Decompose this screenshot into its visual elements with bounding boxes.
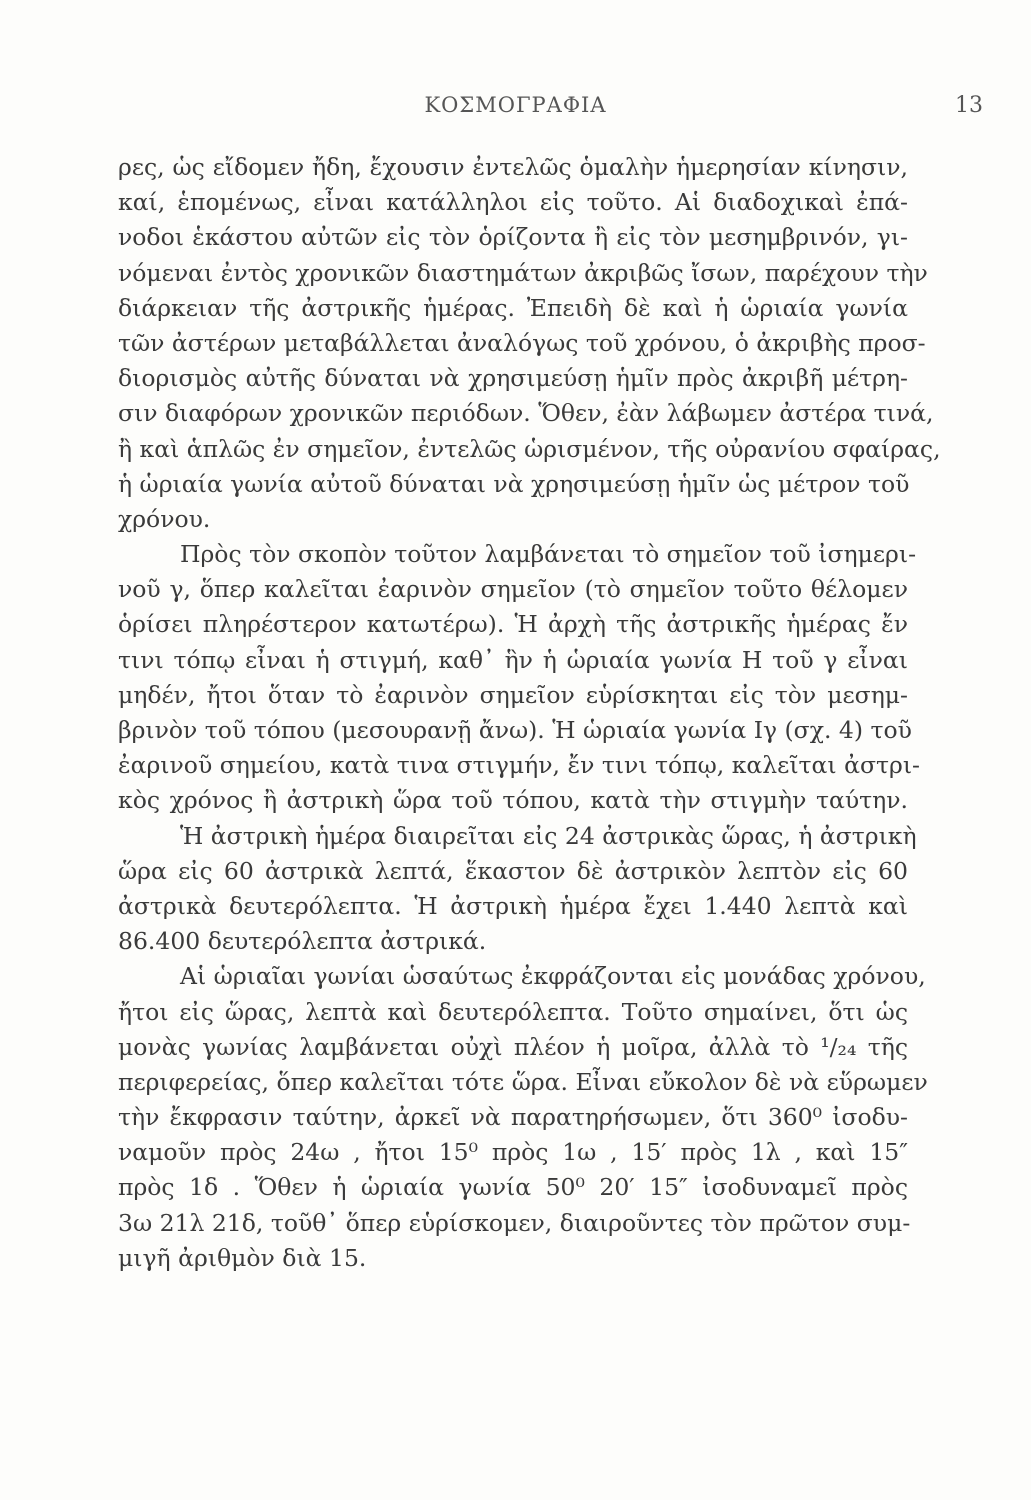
text-line: ρες, ὡς εἴδομεν ἤδη, ἔχουσιν ἐντελῶς ὁμαλὴν ἡμερησίαν κίνησιν, [118,153,908,181]
text-line: Αἱ ὡριαῖαι γωνίαι ὡσαύτως ἐκφράζονται εἰς μονάδας χρόνου, [180,962,926,991]
text-line: χρόνου. [118,504,211,533]
text-line: τινι τόπῳ εἶναι ἡ στιγμή, καθ᾽ ἣν ἡ ὡριαία γωνία Η τοῦ γ εἶναι [118,645,908,674]
body-text [118,150,941,1276]
text-line: τῶν ἀστέρων μεταβάλλεται ἀναλόγως τοῦ χρόνου, ὁ ἀκριβὴς προσ- [118,328,926,357]
text-line: μονὰς γωνίας λαμβάνεται οὐχὶ πλέον ἡ μοῖρα, ἀλλὰ τὸ ¹/₂₄ τῆς [118,1032,908,1061]
text-line: νόμεναι ἐντὸς χρονικῶν διαστημάτων ἀκριβῶς ἴσων, παρέχουν τὴν [118,258,928,287]
text-line: ἤτοι εἰς ὥρας, λεπτὰ καὶ δευτερόλεπτα. Τοῦτο σημαίνει, ὅτι ὡς [118,997,908,1026]
paragraph-2 [118,537,920,819]
paragraph-3 [118,819,917,960]
text-line: σιν διαφόρων χρονικῶν περιόδων. Ὅθεν, ἐὰν λάβωμεν ἀστέρα τινά, [118,399,934,428]
text-line: διάρκειαν τῆς ἀστρικῆς ἡμέρας. Ἐπειδὴ δὲ καὶ ἡ ὡριαία γωνία [118,293,908,322]
text-line: ναμοῦν πρὸς 24ω , ἤτοι 15⁰ πρὸς 1ω , 15′ πρὸς 1λ , καὶ 15″ [118,1138,908,1167]
text-line: περιφερείας, ὅπερ καλεῖται τότε ὥρα. Εἶναι εὔκολον δὲ νὰ εὕρωμεν [118,1067,928,1096]
text-line: ἐαρινοῦ σημείου, κατὰ τινα στιγμήν, ἔν τινι τόπῳ, καλεῖται ἀστρι- [118,751,920,780]
text-line: διορισμὸς αὐτῆς δύναται νὰ χρησιμεύσῃ ἡμῖν πρὸς ἀκριβῆ μέτρη- [118,364,908,393]
text-line: ὁρίσει πληρέστερον κατωτέρω). Ἡ ἀρχὴ τῆς ἀστρικῆς ἡμέρας ἔν [118,610,908,639]
text-line: μηδέν, ἤτοι ὅταν τὸ ἐαρινὸν σημεῖον εὑρίσκηται εἰς τὸν μεσημ- [118,680,908,709]
text-line: νοδοι ἑκάστου αὐτῶν εἰς τὸν ὁρίζοντα ἢ εἰς τὸν μεσημβρινόν, γι- [118,223,908,252]
text-line: καί, ἑπομένως, εἶναι κατάλληλοι εἰς τοῦτο. Αἱ διαδοχικαὶ ἐπά- [118,188,908,217]
text-line: βρινὸν τοῦ τόπου (μεσουρανῇ ἄνω). Ἡ ὡριαία γωνία Ιγ (σχ. 4) τοῦ [118,716,912,744]
paragraph-4 [118,959,928,1276]
text-line: μιγῆ ἀριθμὸν διὰ 15. [118,1243,367,1272]
text-line: ὥρα εἰς 60 ἀστρικὰ λεπτά, ἕκαστον δὲ ἀστρικὸν λεπτὸν εἰς 60 [118,856,908,885]
text-line: Πρὸς τὸν σκοπὸν τοῦτον λαμβάνεται τὸ σημεῖον τοῦ ἰσημερι- [180,540,917,569]
text-line: κὸς χρόνος ἢ ἀστρικὴ ὥρα τοῦ τόπου, κατὰ τὴν στιγμὴν ταύτην. [118,786,908,815]
text-line: Ἡ ἀστρικὴ ἡμέρα διαιρεῖται εἰς 24 ἀστρικὰς ὥρας, ἡ ἀστρικὴ [180,821,917,850]
running-title: ΚΟΣΜΟΓΡΑΦΙΑ [424,93,607,117]
text-line: πρὸς 1δ . Ὅθεν ἡ ὡριαία γωνία 50⁰ 20′ 15″ ἰσοδυναμεῖ πρὸς [118,1173,908,1202]
text-line: νοῦ γ, ὅπερ καλεῖται ἐαρινὸν σημεῖον (τὸ σημεῖον τοῦτο θέλομεν [118,575,908,604]
text-line: ἢ καὶ ἁπλῶς ἐν σημεῖον, ἐντελῶς ὡρισμένον, τῆς οὐρανίου σφαίρας, [118,434,941,463]
page-number: 13 [955,93,983,118]
paragraph-1 [118,150,941,537]
text-line: 86.400 δευτερόλεπτα ἀστρικά. [118,927,487,956]
text-line: ἡ ὡριαία γωνία αὐτοῦ δύναται νὰ χρησιμεύσῃ ἡμῖν ὡς μέτρον τοῦ [118,469,910,498]
text-line: τὴν ἔκφρασιν ταύτην, ἀρκεῖ νὰ παρατηρήσωμεν, ὅτι 360⁰ ἰσοδυ- [118,1103,908,1132]
text-line: ἀστρικὰ δευτερόλεπτα. Ἡ ἀστρικὴ ἡμέρα ἔχει 1.440 λεπτὰ καὶ [118,891,908,920]
text-line: 3ω 21λ 21δ, τοῦθ᾽ ὅπερ εὑρίσκομεν, διαιροῦντες τὸν πρῶτον συμ- [118,1208,911,1237]
